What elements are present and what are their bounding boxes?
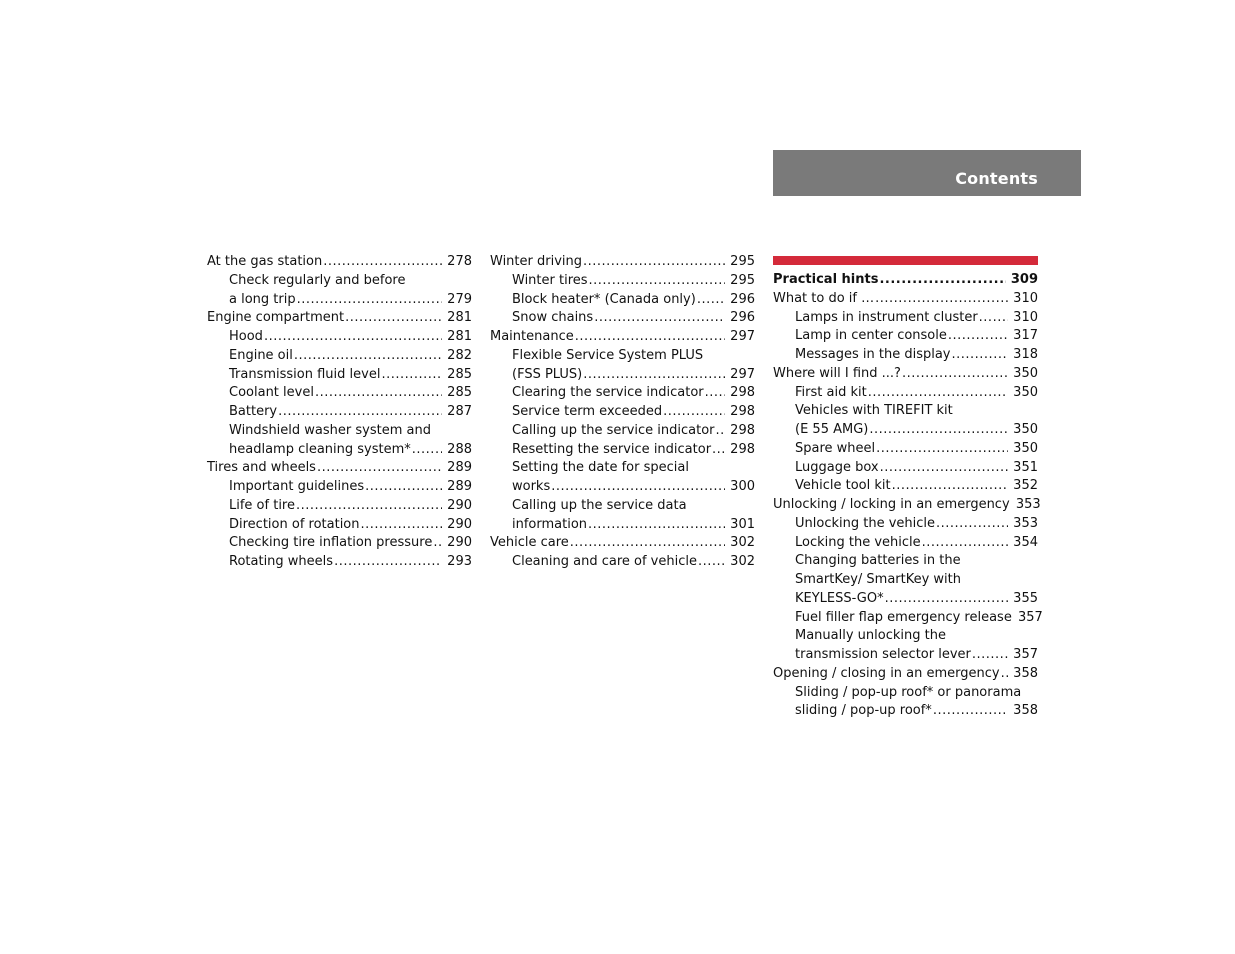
toc-entry-title: What to do if … <box>773 290 875 306</box>
toc-page-number: 281 <box>447 310 472 326</box>
toc-page-number: 358 <box>1013 703 1038 719</box>
toc-entry-title: Calling up the service indicator <box>512 422 715 438</box>
leader-dots <box>583 253 725 272</box>
leader-dots <box>868 384 1008 403</box>
section-marker-bar <box>773 256 1038 265</box>
leader-dots <box>296 497 442 516</box>
toc-entry[interactable] <box>490 459 755 497</box>
leader-dots <box>345 309 442 328</box>
toc-entry-title: Check regularly and before <box>229 272 406 288</box>
toc-entry[interactable] <box>773 496 1041 515</box>
toc-page-number: 351 <box>1013 459 1038 475</box>
toc-entry[interactable] <box>207 459 472 478</box>
toc-page-number: 302 <box>730 554 755 569</box>
toc-entry-title: Tires and wheels <box>207 460 316 476</box>
leader-dots <box>297 291 442 310</box>
leader-dots <box>278 403 442 422</box>
toc-page-number: 289 <box>447 460 472 476</box>
toc-entry[interactable] <box>773 627 1038 665</box>
toc-page-number: 278 <box>447 254 472 269</box>
toc-entry[interactable] <box>490 422 755 441</box>
toc-column-1 <box>207 253 472 572</box>
toc-page-number: 297 <box>730 329 755 344</box>
leader-dots <box>594 309 725 328</box>
toc-entry[interactable] <box>207 253 472 272</box>
toc-entry[interactable] <box>490 253 755 272</box>
toc-entry-title: At the gas station <box>207 254 323 269</box>
toc-entry[interactable] <box>207 309 472 328</box>
toc-entry[interactable] <box>773 552 1038 608</box>
toc-entry-title: sliding / pop-up roof* <box>795 703 932 719</box>
toc-entry-title: Unlocking / locking in an emergency <box>773 497 1010 512</box>
leader-dots <box>698 553 725 572</box>
toc-entry[interactable] <box>207 497 472 516</box>
toc-entry[interactable] <box>207 366 472 385</box>
toc-entry[interactable] <box>773 684 1038 722</box>
leader-dots <box>936 515 1008 534</box>
toc-entry[interactable] <box>773 665 1038 684</box>
toc-page-number: 288 <box>447 441 472 457</box>
toc-entry-title: Calling up the service data <box>512 497 687 513</box>
toc-entry[interactable] <box>490 291 755 310</box>
leader-dots <box>361 516 442 535</box>
leader-dots <box>972 646 1008 665</box>
toc-entry[interactable] <box>773 440 1038 459</box>
toc-entry-title: Winter tires <box>512 272 588 288</box>
toc-entry-title: Changing batteries in the <box>795 553 961 569</box>
toc-page-number: 350 <box>1013 365 1038 381</box>
toc-entry[interactable] <box>773 477 1038 496</box>
leader-dots <box>885 590 1008 609</box>
toc-entry[interactable] <box>773 534 1038 553</box>
toc-entry-title: headlamp cleaning system* <box>229 441 411 457</box>
toc-page-number: 353 <box>1015 497 1041 512</box>
leader-dots <box>323 253 442 272</box>
toc-entry-title: Winter driving <box>490 254 582 269</box>
toc-entry-title: Engine compartment <box>207 310 345 326</box>
toc-entry[interactable] <box>207 272 472 310</box>
toc-entry-title: Flexible Service System PLUS <box>512 347 704 363</box>
leader-dots <box>876 440 1008 459</box>
toc-entry-title: Engine oil <box>229 347 293 363</box>
toc-entry[interactable] <box>490 384 755 403</box>
toc-page-number: 282 <box>447 347 472 363</box>
toc-entry-title: SmartKey/ SmartKey with <box>795 572 962 587</box>
toc-page-number: 285 <box>447 385 472 401</box>
toc-entry-title: Service term exceeded <box>512 404 663 419</box>
toc-entry-title: Opening / closing in an emergency <box>773 665 1000 681</box>
toc-entry-title: Maintenance <box>490 329 574 344</box>
toc-page-number: 352 <box>1013 478 1038 494</box>
toc-page-number: 353 <box>1013 515 1038 531</box>
leader-dots <box>875 290 1008 309</box>
toc-page-number: 298 <box>730 441 755 457</box>
toc-entry-title: Snow chains <box>512 310 594 326</box>
toc-entry-title: Vehicles with TIREFIT kit <box>795 403 953 419</box>
toc-page-number: 293 <box>447 554 472 569</box>
toc-page-number: 309 <box>1010 272 1038 287</box>
leader-dots <box>334 553 442 572</box>
toc-entry-title: a long trip <box>229 291 296 307</box>
toc-page-number: 310 <box>1013 309 1038 325</box>
toc-entry-title: Block heater* (Canada only) <box>512 291 696 307</box>
toc-page-number: 317 <box>1013 328 1038 344</box>
toc-page-number: 298 <box>730 422 755 438</box>
leader-dots <box>294 347 442 366</box>
toc-entry-title: (FSS PLUS) <box>512 366 583 382</box>
leader-dots <box>1001 665 1008 684</box>
leader-dots <box>365 478 442 497</box>
toc-entry-title: Direction of rotation <box>229 516 360 532</box>
toc-entry-title: Setting the date for special <box>512 460 689 476</box>
toc-entry-title: works <box>512 479 551 494</box>
toc-entry[interactable] <box>207 384 472 403</box>
toc-entry-title: Locking the vehicle <box>795 534 921 550</box>
toc-page-number: 285 <box>447 366 472 382</box>
toc-page-number: 301 <box>730 516 755 532</box>
toc-entry-title: Checking tire inflation pressure <box>229 535 433 551</box>
toc-entry[interactable] <box>490 403 755 422</box>
toc-entry[interactable] <box>773 402 1038 440</box>
toc-page-number: 295 <box>730 254 755 269</box>
leader-dots <box>922 534 1008 553</box>
leader-dots <box>663 403 725 422</box>
toc-entry[interactable] <box>773 271 1038 290</box>
toc-entry-title: Lamp in center console <box>795 328 947 344</box>
toc-entry[interactable] <box>773 515 1038 534</box>
leader-dots <box>902 365 1008 384</box>
toc-entry[interactable] <box>207 534 472 553</box>
leader-dots <box>570 534 725 553</box>
toc-page-number: 281 <box>447 329 472 344</box>
toc-entry[interactable] <box>490 553 755 572</box>
toc-entry-title: Spare wheel <box>795 440 876 456</box>
toc-entry[interactable] <box>490 272 755 291</box>
toc-page-number: 318 <box>1013 347 1038 362</box>
toc-entry[interactable] <box>490 328 755 347</box>
leader-dots <box>583 366 725 385</box>
toc-entry[interactable] <box>207 553 472 572</box>
leader-dots <box>892 477 1008 496</box>
leader-dots <box>880 459 1008 478</box>
toc-entry[interactable] <box>773 290 1038 309</box>
toc-entry-title: Luggage box <box>795 459 879 475</box>
toc-entry[interactable] <box>773 346 1038 365</box>
leader-dots <box>315 384 442 403</box>
toc-entry[interactable] <box>490 309 755 328</box>
page-title: Contents <box>955 169 1038 188</box>
toc-entry-title: Where will I find ...? <box>773 365 901 381</box>
toc-page-number: 298 <box>730 385 755 401</box>
leader-dots <box>317 459 442 478</box>
toc-page-number: 279 <box>447 291 472 307</box>
toc-page-number: 290 <box>447 497 472 513</box>
toc-entry-title: Clearing the service indicator <box>512 385 704 401</box>
leader-dots <box>588 516 725 535</box>
toc-entry[interactable] <box>490 441 755 460</box>
toc-page-number: 287 <box>447 404 472 419</box>
toc-page-number: 357 <box>1018 609 1043 625</box>
toc-entry-title: Battery <box>229 404 278 419</box>
toc-entry[interactable] <box>773 384 1038 403</box>
toc-page-number: 289 <box>447 479 472 494</box>
toc-entry-title: Lamps in instrument cluster <box>795 309 978 325</box>
toc-entry-title: Resetting the service indicator <box>512 441 712 457</box>
leader-dots <box>716 422 725 441</box>
toc-entry-title: Manually unlocking the <box>795 628 946 644</box>
toc-entry-title: Hood <box>229 329 263 344</box>
toc-entry-title: KEYLESS-GO* <box>795 590 884 606</box>
toc-entry[interactable] <box>207 516 472 535</box>
toc-column-3 <box>773 271 1043 721</box>
leader-dots <box>979 309 1008 328</box>
toc-entry[interactable] <box>207 403 472 422</box>
leader-dots <box>575 328 725 347</box>
toc-entry-title: Fuel filler flap emergency release <box>795 609 1012 625</box>
toc-page-number: 357 <box>1013 647 1038 662</box>
leader-dots <box>933 702 1008 721</box>
toc-page-number: 290 <box>447 516 472 532</box>
toc-page-number: 350 <box>1013 384 1038 400</box>
toc-page-number: 310 <box>1013 290 1038 306</box>
toc-page-number: 290 <box>447 535 472 551</box>
leader-dots <box>697 291 725 310</box>
toc-entry-title: Important guidelines <box>229 479 365 494</box>
toc-entry-title: Vehicle tool kit <box>795 478 891 494</box>
leader-dots <box>381 366 442 385</box>
leader-dots <box>948 327 1008 346</box>
toc-entry-title: Life of tire <box>229 497 295 513</box>
toc-page-number: 350 <box>1013 440 1038 456</box>
leader-dots <box>869 421 1008 440</box>
toc-entry-title: Cleaning and care of vehicle <box>512 554 697 569</box>
toc-page-number: 358 <box>1013 665 1038 681</box>
toc-entry-title: transmission selector lever <box>795 647 971 662</box>
toc-page-number: 296 <box>730 291 755 307</box>
toc-entry[interactable] <box>773 327 1038 346</box>
toc-entry-title: Vehicle care <box>490 535 569 551</box>
toc-entry[interactable] <box>490 534 755 553</box>
toc-entry[interactable] <box>207 328 472 347</box>
leader-dots <box>264 328 442 347</box>
leader-dots <box>433 534 442 553</box>
leader-dots <box>589 272 725 291</box>
toc-entry[interactable] <box>773 459 1038 478</box>
toc-entry[interactable] <box>490 497 755 535</box>
toc-entry-title: Sliding / pop-up roof* or panorama <box>795 684 1022 700</box>
toc-entry[interactable] <box>773 365 1038 384</box>
toc-entry-title: Transmission fluid level <box>229 366 381 382</box>
toc-page-number: 302 <box>730 535 755 551</box>
toc-entry-title: Windshield washer system and <box>229 422 431 438</box>
toc-page-number: 300 <box>730 479 755 494</box>
toc-page-number: 296 <box>730 310 755 326</box>
toc-entry-title: information <box>512 516 588 532</box>
toc-entry-title: (E 55 AMG) <box>795 422 869 437</box>
leader-dots <box>879 271 1005 290</box>
toc-entry-title: Messages in the display <box>795 347 951 362</box>
leader-dots <box>412 441 442 460</box>
toc-entry[interactable] <box>207 478 472 497</box>
leader-dots <box>705 384 725 403</box>
toc-entry-title: Practical hints <box>773 272 879 287</box>
leader-dots <box>551 478 725 497</box>
toc-entry[interactable] <box>207 422 472 460</box>
toc-column-2 <box>490 253 755 572</box>
toc-entry[interactable] <box>773 609 1043 628</box>
toc-page-number: 355 <box>1013 590 1038 606</box>
toc-entry-title: First aid kit <box>795 384 867 400</box>
toc-entry[interactable] <box>490 347 755 385</box>
toc-page-number: 354 <box>1013 534 1038 550</box>
toc-entry[interactable] <box>207 347 472 366</box>
toc-entry[interactable] <box>773 309 1038 328</box>
toc-entry-title: Unlocking the vehicle <box>795 515 935 531</box>
toc-page-number: 350 <box>1013 422 1038 437</box>
toc-page-number: 298 <box>730 404 755 419</box>
leader-dots <box>712 441 725 460</box>
leader-dots <box>952 346 1009 365</box>
toc-entry-title: Coolant level <box>229 385 314 401</box>
contents-header-box <box>773 150 1081 196</box>
toc-page-number: 295 <box>730 272 755 288</box>
toc-entry-title: Rotating wheels <box>229 554 334 569</box>
toc-page-number: 297 <box>730 366 755 382</box>
